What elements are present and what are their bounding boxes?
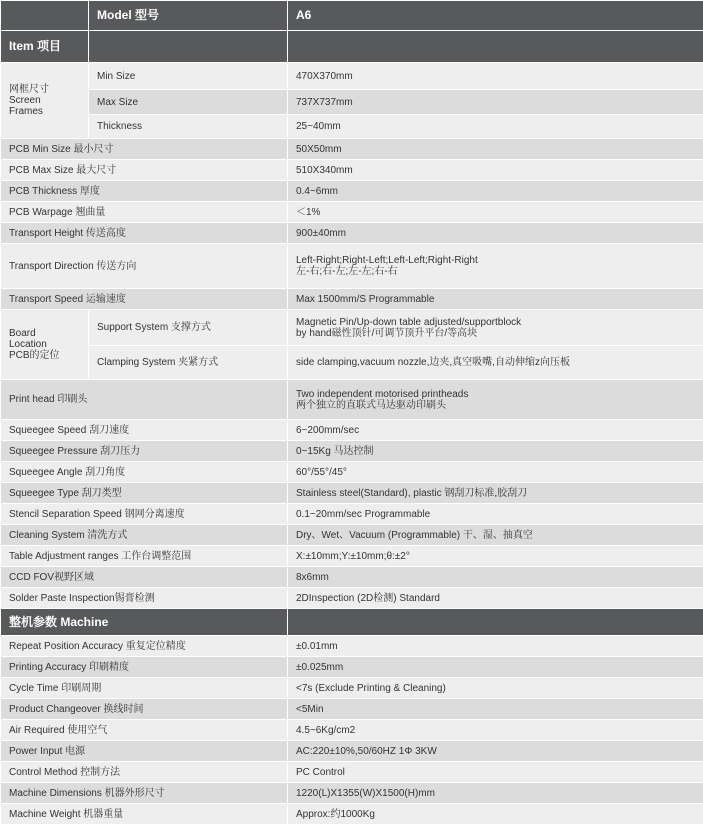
table-row (1, 483, 703, 504)
table-row (1, 223, 703, 244)
row-value: PC Control (288, 762, 703, 783)
row-value: X:±10mm;Y:±10mm;θ:±2° (288, 546, 703, 567)
row-value: AC:220±10%,50/60HZ 1Φ 3KW (288, 741, 703, 762)
table-row (1, 441, 703, 462)
table-row (1, 636, 703, 657)
row-label: Support System 支撑方式 (89, 310, 288, 346)
table-row (1, 588, 703, 609)
row-label: Squeegee Pressure 刮刀压力 (1, 441, 288, 462)
table-row (1, 420, 703, 441)
table-row (1, 567, 703, 588)
table-row (1, 181, 703, 202)
row-label: Transport Height 传送高度 (1, 223, 288, 244)
row-value: ＜1% (288, 202, 703, 223)
row-value: 50X50mm (288, 139, 703, 160)
row-value: Max 1500mm/S Programmable (288, 289, 703, 310)
row-label: PCB Warpage 翘曲量 (1, 202, 288, 223)
row-value: ±0.01mm (288, 636, 703, 657)
table-row (1, 546, 703, 567)
board-location-group: Board Location PCB的定位 (1, 310, 89, 380)
row-label: Transport Direction 传送方向 (1, 244, 288, 289)
row-label: Min Size (89, 63, 288, 90)
row-label: Air Required 使用空气 (1, 720, 288, 741)
machine-header-row (1, 609, 703, 636)
table-row (1, 783, 703, 804)
row-value: <7s (Exclude Printing & Cleaning) (288, 678, 703, 699)
table-row (1, 720, 703, 741)
row-value: 900±40mm (288, 223, 703, 244)
machine-header: 整机参数 Machine (1, 609, 288, 636)
row-value: Magnetic Pin/Up-down table adjusted/supportblock by hand磁性顶针/可调节顶升平台/等高块 (288, 310, 703, 346)
row-value: Stainless steel(Standard), plastic 钢刮刀标准,胶刮刀 (288, 483, 703, 504)
row-value: 1220(L)X1355(W)X1500(H)mm (288, 783, 703, 804)
row-label: Power Input 电源 (1, 741, 288, 762)
row-value: 60°/55°/45° (288, 462, 703, 483)
row-label: Machine Dimensions 机器外形尺寸 (1, 783, 288, 804)
row-value: side clamping,vacuum nozzle,边夹,真空吸嘴,自动伸缩z向压板 (288, 346, 703, 380)
row-label: PCB Max Size 最大尺寸 (1, 160, 288, 181)
row-label: Squeegee Speed 刮刀速度 (1, 420, 288, 441)
row-value: Left-Right;Right-Left;Left-Left;Right-Right 左-右;右-左;左-左;右-右 (288, 244, 703, 289)
row-value: Dry、Wet、Vacuum (Programmable) 干、湿、抽真空 (288, 525, 703, 546)
row-label: PCB Thickness 厚度 (1, 181, 288, 202)
row-value: 0.1~20mm/sec Programmable (288, 504, 703, 525)
item-header: Item 项目 (1, 31, 89, 63)
row-value: 8x6mm (288, 567, 703, 588)
row-value: 737X737mm (288, 90, 703, 115)
row-label: Max Size (89, 90, 288, 115)
table-row (1, 762, 703, 783)
model-value: A6 (288, 1, 703, 31)
row-label: Stencil Separation Speed 钢网分离速度 (1, 504, 288, 525)
row-value: <5Min (288, 699, 703, 720)
row-value: 4.5~6Kg/cm2 (288, 720, 703, 741)
table-row (1, 525, 703, 546)
screen-frames-group: 网框尺寸 Screen Frames (1, 63, 89, 139)
row-label: Solder Paste Inspection锡膏检测 (1, 588, 288, 609)
row-value: 470X370mm (288, 63, 703, 90)
item-header-row (1, 31, 703, 63)
table-row (1, 310, 703, 346)
row-label: Squeegee Type 刮刀类型 (1, 483, 288, 504)
table-row (1, 657, 703, 678)
table-row (1, 741, 703, 762)
table-row (1, 346, 703, 380)
row-label: PCB Min Size 最小尺寸 (1, 139, 288, 160)
table-row (1, 289, 703, 310)
table-row (1, 90, 703, 115)
row-label: Print head 印刷头 (1, 380, 288, 420)
table-row (1, 678, 703, 699)
row-label: CCD FOV视野区域 (1, 567, 288, 588)
row-label: Thickness (89, 115, 288, 139)
row-label: Squeegee Angle 刮刀角度 (1, 462, 288, 483)
row-label: Machine Weight 机器重量 (1, 804, 288, 825)
row-value: 25~40mm (288, 115, 703, 139)
row-label: Control Method 控制方法 (1, 762, 288, 783)
row-value: 0~15Kg 马达控制 (288, 441, 703, 462)
table-row (1, 115, 703, 139)
row-label: Clamping System 夹紧方式 (89, 346, 288, 380)
table-row (1, 244, 703, 289)
table-row (1, 139, 703, 160)
table-row (1, 160, 703, 181)
row-label: Cycle Time 印刷周期 (1, 678, 288, 699)
row-value: 2DInspection (2D检测) Standard (288, 588, 703, 609)
table-row (1, 462, 703, 483)
table-row (1, 804, 703, 825)
row-value: ±0.025mm (288, 657, 703, 678)
row-label: Cleaning System 清洗方式 (1, 525, 288, 546)
table-row (1, 504, 703, 525)
row-value: 0.4~6mm (288, 181, 703, 202)
row-value: 510X340mm (288, 160, 703, 181)
row-label: Product Changeover 换线时间 (1, 699, 288, 720)
row-value: Approx:约1000Kg (288, 804, 703, 825)
table-row (1, 63, 703, 90)
header-blank (1, 1, 89, 31)
table-row (1, 380, 703, 420)
table-row (1, 699, 703, 720)
row-label: Printing Accuracy 印刷精度 (1, 657, 288, 678)
row-value: 6~200mm/sec (288, 420, 703, 441)
row-value: Two independent motorised printheads 两个独立的直联式马达驱动印刷头 (288, 380, 703, 420)
row-label: Table Adjustment ranges 工作台调整范围 (1, 546, 288, 567)
row-label: Transport Speed 运输速度 (1, 289, 288, 310)
model-label: Model 型号 (89, 1, 288, 31)
model-row (1, 1, 703, 31)
table-row (1, 202, 703, 223)
row-label: Repeat Position Accuracy 重复定位精度 (1, 636, 288, 657)
